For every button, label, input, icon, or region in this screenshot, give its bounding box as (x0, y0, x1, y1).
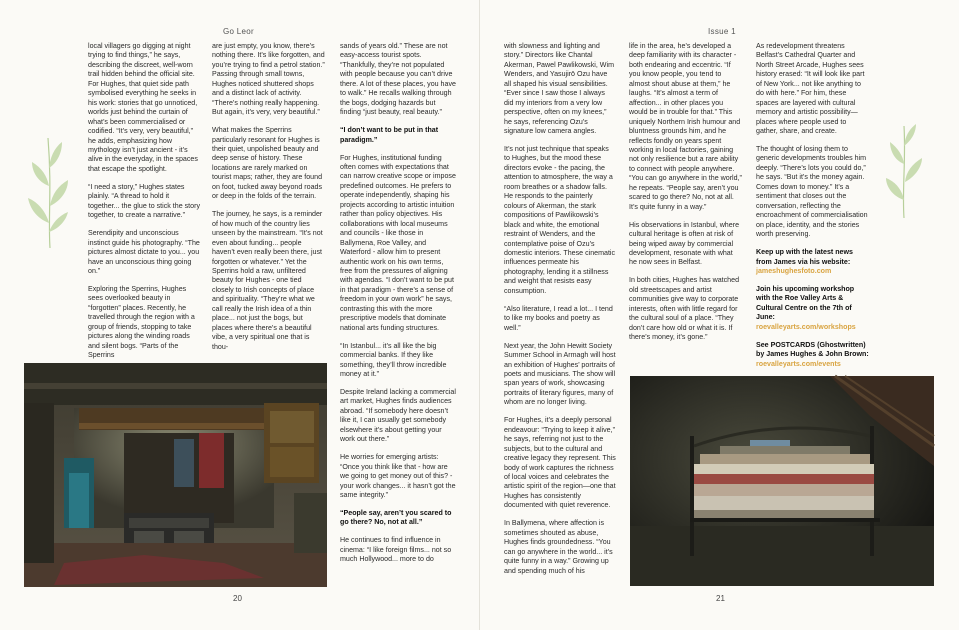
paragraph: For Hughes, institutional funding often comes with expectations that can narrow creative scope or impose predefined outcomes. He prefers to operate independently, shaping his projects according to artistic intuition rather than policy objectives. His collaborations with local museums and councils - like those in Ballymena, Roe Valley, and Waterford - allow him to present authentic work on his own terms, free from the pressures of aligning with agendas. “I don’t want to be put in that paradigm - there’s a sense of freedom in your own work” he says, contrasting this with the more prescriptive models that dominate national arts funding structures. (340, 153, 456, 332)
article-column-2 (212, 42, 325, 354)
interior-stove-photo (24, 363, 327, 587)
paragraph: with slowness and lighting and story.” Directors like Chantal Akerman, Pawel Pawlikowski, Wim Wenders, and Yasujirō Ozu have all shaped his visual sensibilities. “Ever since I saw those I always did my interiors from a very low perspective, often on my knees,” he says, referencing Ozu’s signature low camera angles. (504, 42, 614, 136)
paragraph: His observations in Istanbul, where cultural heritage is often at risk of being wiped away by commercial development, resonate with what he now sees in Belfast. (629, 220, 740, 267)
paragraph: local villagers go digging at night trying to find things,” he says, describing the discreet, well-worn trail hidden behind the official site. For Hughes, that quiet side path symbolised everything he seeks in his work: stories that go unnoticed, worlds just behind the curtain of what’s been commercialised or codified. “It’s very, very beautiful,” he adds, emphasizing how mythology isn’t just ancient - it’s alive in the everyday, in the spaces that escape the spotlight. (88, 42, 198, 173)
paragraph: Exploring the Sperrins, Hughes sees overlooked beauty in “forgotten” places. Recently, he travelled through the region with a group of friends, stopping to take pictures along the winding roads and silent bogs. “Parts of the Sperrins (88, 284, 195, 360)
magazine-title: Go Leor (223, 27, 255, 36)
pull-quote: “People say, aren’t you scared to go there? No, not at all.” (340, 508, 452, 527)
paragraph: Serendipity and unconscious instinct guide his photography. “The pictures almost dictate to you... you have an unconscious thing going on.” (88, 229, 200, 275)
paragraph: It’s not just technique that speaks to Hughes, but the mood these directors evoke - the pacing, the attention to atmosphere, the way a room breathes or a shadow falls. He responds to the painterly colours of Akerman, the stark compositions of Pawlikowski’s black and white, the emotional restraint of Wenders, and the contemplative poise of Ozu’s domestic interiors. These cinematic influences permeate his photography, lending it a stillness and weight that resists easy consumption. (504, 145, 616, 295)
bed-mattresses-photo (630, 376, 934, 586)
paragraph: For Hughes, it’s a deeply personal endeavour: “Trying to keep it alive,” he says, referring not just to the subjects, but to the cultural and creative legacy they represent. This body of work captures the richness of local voices and celebrates the artistic spirit of the region—one that Hughes has consistently documented with quiet reverence. (504, 416, 616, 510)
promo-workshop: Join his upcoming workshop with the Roe Valley Arts & Cultural Centre on the 7th of June: roevalleyarts.com/workshops (756, 284, 856, 331)
paragraph: What makes the Sperrins particularly resonant for Hughes is their quiet, unpolished beauty and deep sense of history. These locations are rarely marked on tourist maps; rather, they are found on foot, tucked away beyond roads or deep in the folds of the terrain. (212, 126, 323, 201)
workshops-link[interactable]: roevalleyarts.com/workshops (756, 322, 856, 331)
paragraph: The journey, he says, is a reminder of how much of the country lies unseen by the mainstream. “It’s not even about funding... people haven’t even really been there, just forgotten or whatever.” Yet the Sperrins hold a raw, unfiltered beauty for Hughes - one tied closely to Irish concepts of place and spirituality. “They’re what we call really the Irish idea of a thin place... not just the bogs, but places where there’s a beautiful vibe, a very spiritual one that is thou- (212, 210, 323, 351)
paragraph: The thought of losing them to generic developments troubles him deeply. “There’s lots you could do,” he says. “But it’s the money again. Comes down to money.” It’s a sentiment that closes out the conversation, reflecting the encroachment of commercialisation on place, identity, and the stories worth preserving. (756, 145, 868, 239)
website-link[interactable]: jameshughesfoto.com (756, 266, 832, 275)
article-column-5 (629, 42, 742, 362)
promo-website: Keep up with the latest news from James via his website: jameshughesfoto.com (756, 248, 853, 275)
article-column-3 (340, 42, 456, 587)
events-link[interactable]: roevalleyarts.com/events (756, 359, 841, 368)
article-column-6 (756, 42, 869, 368)
promo-postcards: See POSTCARDS (Ghostwritten) by James Hughes & John Brown: roevalleyarts.com/events (756, 340, 869, 368)
page-number-left: 20 (233, 594, 242, 603)
paragraph: As redevelopment threatens Belfast’s Cathedral Quarter and North Street Arcade, Hughes sees history erased: “It will look like part of New York... not like anything to do with here.” For him, these spaces are layered with cultural memory and artistic possibility—places where people used to gather, share, and create. (756, 42, 865, 136)
paragraph: Next year, the John Hewitt Society Summer School in Armagh will host an exhibition of Hughes’ portraits of poets and musicians. The show will span years of work, showcasing portraits of literary figures, many of whom are no longer living. (504, 341, 616, 407)
paragraph: “I need a story,” Hughes states plainly. “A thread to hold it together... the glue to stick the story together, to create a narrative.” (88, 182, 200, 220)
paragraph: In both cities, Hughes has watched old streetscapes and artist communities give way to corporate interests, often with little regard for the cultural soul of a place. “They don’t care how old or what it is. If there’s money, it’s gone.” (629, 276, 740, 342)
left-page (0, 0, 479, 630)
paragraph: “In Istanbul... it’s all like the big commercial banks. If they like something, they’ll throw incredible money at it.” (340, 341, 447, 378)
paragraph: Despite Ireland lacking a commercial art market, Hughes finds audiences abroad. “If somebody here doesn’t like it, I can usually get somebody elsewhere it’s about getting your work out there.” (340, 387, 456, 444)
paragraph: He worries for emerging artists: “Once you think like that - how are we going to get money out of this? - your work changes... it hasn’t got the same integrity.” (340, 453, 456, 499)
paragraph: are just empty, you know, there’s nothing there. It’s like forgotten, and you’re trying to find a petrol station.” Passing through small towns, Hughes noticed shuttered shops and a distinct lack of activity. “There’s nothing really happening. But again, it’s very, very beautiful.” (212, 42, 325, 117)
article-column-1 (88, 42, 200, 360)
right-page (480, 0, 959, 630)
pull-quote: “I don’t want to be put in that paradigm.” (340, 126, 439, 144)
leaf-decoration-left (22, 128, 74, 250)
article-column-4 (504, 42, 616, 587)
paragraph: life in the area, he’s developed a deep familiarity with its character - both endearing and eccentric. “If you know people, you tend to almost shout abuse at them,” he laughs. “It’s almost a term of affection... in other places you would be in trouble for that.” This uniquely Northern Irish humour and bluntness grounds him, and he reflects fondly on years spent working in local factories, gaining not only resilience but a rare ability to connect with people anywhere. “You can go anywhere in the world,” he repeats. “People say, aren’t you scared to go there? No, not at all. It’s quite funny in a way.” (629, 42, 742, 211)
paragraph: In Ballymena, where affection is sometimes shouted as abuse, Hughes finds groundedness. “You can go anywhere in the world... it’s quite funny in a way.” Growing up and spending much of his (504, 519, 613, 575)
leaf-decoration-right (880, 120, 930, 220)
paragraph: “Also literature, I read a lot... I tend to like my books and poetry as well.” (504, 304, 613, 332)
issue-label: Issue 1 (708, 27, 736, 36)
paragraph: sands of years old.” These are not easy-access tourist spots. “Thankfully, they’re not populated with people because you can’t drive there. A lot of these places, you have to walk.” He recalls walking through the bogs, dodging hazards but finding “just beauty, real beauty.” (340, 42, 456, 117)
paragraph: He continues to find influence in cinema: “I like foreign films... not so much Hollywood... more to do (340, 536, 452, 564)
page-number-right: 21 (716, 594, 725, 603)
